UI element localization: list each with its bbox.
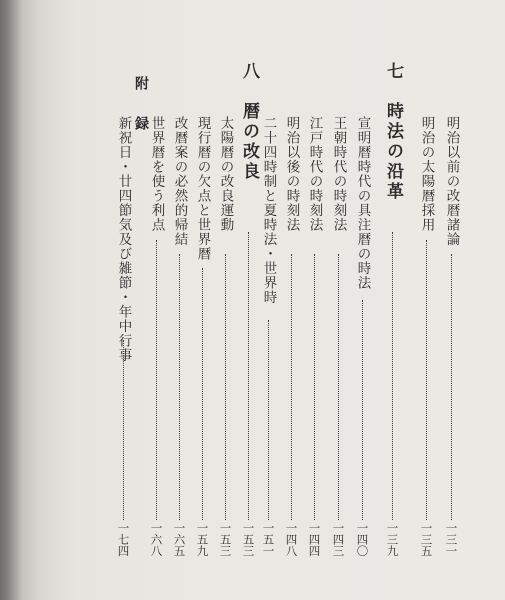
page-gutter-shadow (0, 0, 22, 600)
appendix-heading: 附 録 (133, 76, 149, 136)
leader-dots (248, 232, 249, 520)
chapter-heading: 八 暦の改良 (239, 62, 259, 182)
toc-page-number: 一五三 (218, 522, 233, 557)
toc-entry-text: 明治以後の時刻法 (283, 116, 300, 232)
toc-page-number: 一六八 (149, 522, 164, 557)
leader-dots (123, 340, 124, 520)
toc-entry-text: 太陽暦の改良運動 (217, 116, 234, 232)
leader-dots (268, 320, 269, 520)
toc-entry-text: 改暦案の必然的帰結 (171, 116, 188, 247)
toc-page-number: 一五九 (195, 522, 210, 557)
toc-page-number: 一五三 (241, 522, 256, 557)
toc-page-number: 一四〇 (355, 522, 370, 557)
leader-dots (362, 300, 363, 520)
toc-page-number: 一四八 (284, 522, 299, 557)
chapter-heading: 七 時法の沿革 (383, 62, 403, 202)
leader-dots (392, 232, 393, 520)
toc-entry-text: 世界暦を使う利点 (148, 116, 165, 232)
toc-page-number: 一六五 (172, 522, 187, 557)
toc-entry-text: 江戸時代の時刻法 (306, 116, 323, 232)
toc-entry-text: 現行暦の欠点と世界暦 (194, 116, 211, 261)
toc-entry-text: 明治以前の改暦諸論 (443, 116, 460, 247)
toc-entry-text: 王朝時代の時刻法 (330, 116, 347, 232)
leader-dots (291, 254, 292, 520)
toc-page-number: 一三九 (385, 522, 400, 557)
toc-page-number: 一三一 (444, 522, 459, 557)
toc-entry-text: 宣明暦時代の具注暦の時法 (354, 116, 371, 290)
toc-page-number: 一五一 (261, 522, 276, 557)
toc-page-number: 一四四 (307, 522, 322, 557)
toc-entry-text: 二十四時制と夏時法・世界時 (260, 116, 277, 305)
toc-entry-text: 明治の太陽暦採用 (418, 116, 435, 232)
leader-dots (179, 254, 180, 520)
leader-dots (156, 240, 157, 520)
leader-dots (426, 240, 427, 520)
leader-dots (314, 254, 315, 520)
leader-dots (202, 268, 203, 520)
leader-dots (225, 254, 226, 520)
leader-dots (451, 254, 452, 520)
toc-entry-text: 新祝日・廿四節気及び雑節・年中行事 (115, 116, 132, 363)
leader-dots (338, 254, 339, 520)
toc-page-number: 一七四 (116, 522, 131, 557)
toc-page-number: 一三五 (419, 522, 434, 557)
toc-page-number: 一四三 (331, 522, 346, 557)
